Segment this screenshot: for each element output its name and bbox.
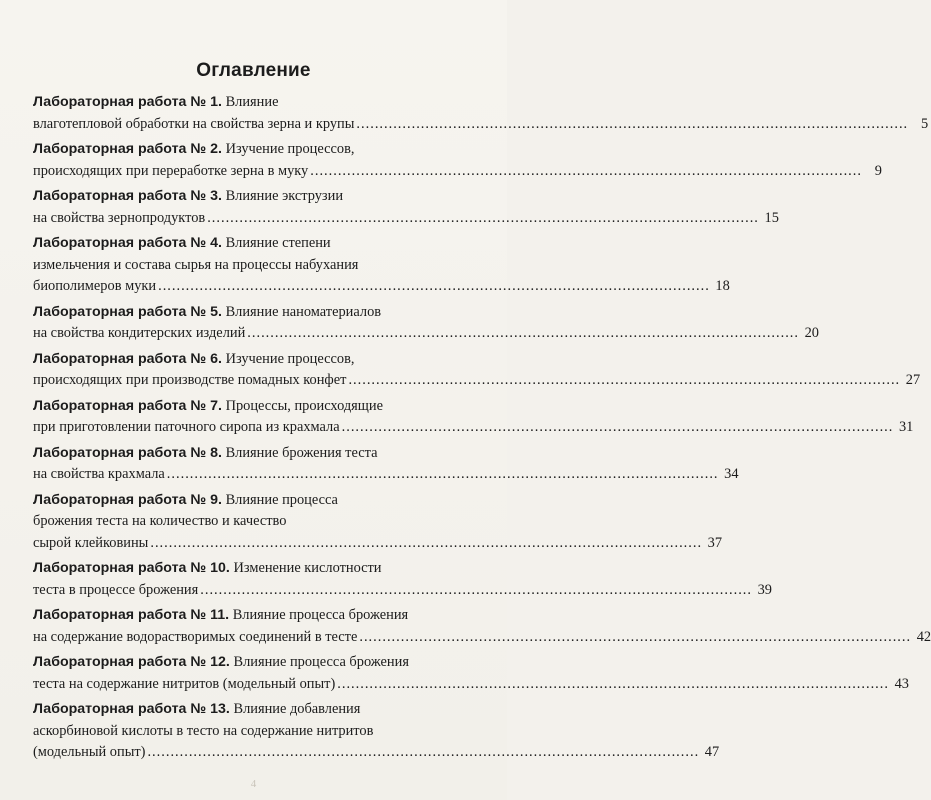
- toc-entry-line: [33, 396, 485, 418]
- leader-dots: ........................................................................................................................: [348, 372, 901, 388]
- toc-entry-label: Лабораторная работа № 8.: [33, 444, 222, 461]
- toc-entry-text: [33, 580, 198, 602]
- leader-dots: ........................................................................................................................: [158, 278, 710, 294]
- toc-entry-line: [33, 721, 485, 743]
- toc-page-number: 31: [898, 419, 914, 435]
- toc-entry-label: Лабораторная работа № 9.: [33, 491, 222, 508]
- toc-entry-text: [33, 723, 373, 739]
- toc-entry[interactable]: [33, 186, 779, 229]
- toc-entry-text: [33, 701, 360, 717]
- toc-page-number: 34: [724, 466, 739, 482]
- toc-entry-title: теста на содержание нитритов (модельный опыт): [33, 675, 336, 692]
- toc-entry[interactable]: [33, 558, 772, 601]
- toc-page-number: 5: [920, 115, 929, 132]
- toc-entry-label: Лабораторная работа № 13.: [33, 701, 230, 717]
- toc-entry[interactable]: [33, 490, 723, 555]
- leader-dots: ........................................................................................................................: [359, 628, 912, 645]
- toc-entry-title: на свойства зернопродуктов: [33, 209, 206, 226]
- toc-entry[interactable]: [33, 92, 929, 135]
- toc-entry-title: на содержание водорастворимых соединений в тесте: [33, 628, 358, 645]
- toc-entry-title: Изучение процессов,: [225, 350, 355, 367]
- leader-dots: ........................................................................................................................: [310, 162, 862, 179]
- toc-page-number: 37: [707, 534, 723, 551]
- toc-entry-title: Изучение процессов,: [225, 141, 355, 157]
- table-of-contents: [33, 92, 931, 768]
- leader-dots: ........................................................................................................................: [341, 419, 894, 435]
- toc-entry-label: Лабораторная работа № 10.: [33, 560, 230, 576]
- leader-dots: ........................................................................................................................: [337, 675, 889, 692]
- toc-entry-line: [33, 302, 485, 324]
- toc-entry-line: [33, 92, 485, 114]
- toc-entry-title: Влияние добавления: [233, 701, 361, 717]
- toc-entry-text: [33, 607, 408, 623]
- toc-entry-text: [33, 114, 354, 136]
- toc-entry-line: [33, 464, 739, 486]
- toc-entry-title: влаготепловой обработки на свойства зерна и крупы: [33, 115, 355, 132]
- toc-entry-text: [33, 674, 335, 696]
- toc-page-number: 27: [905, 372, 921, 388]
- toc-entry-title: биополимеров муки: [33, 278, 157, 294]
- toc-entry-text: [33, 304, 381, 320]
- toc-entry-title: происходящих при переработке зерна в муку: [33, 162, 309, 179]
- toc-entry-line: [33, 417, 914, 439]
- toc-entry[interactable]: [33, 139, 882, 182]
- toc-entry-line: [33, 255, 485, 277]
- toc-entry-text: [33, 445, 377, 461]
- toc-entry-line: [33, 699, 485, 721]
- toc-page-number: 9: [874, 162, 882, 179]
- toc-entry[interactable]: [33, 443, 739, 486]
- toc-entry-title: Процессы, происходящие: [225, 397, 383, 414]
- toc-entry-text: [33, 533, 148, 555]
- toc-entry-line: [33, 161, 882, 183]
- toc-entry-line: [33, 208, 779, 230]
- toc-entry-label: Лабораторная работа № 1.: [33, 94, 222, 110]
- toc-entry-title: (модельный опыт): [33, 744, 146, 760]
- page-title: Оглавление: [196, 60, 311, 81]
- toc-entry-title: происходящих при производстве помадных конфет: [33, 372, 347, 388]
- toc-entry-label: Лабораторная работа № 4.: [33, 235, 222, 251]
- toc-entry-line: [33, 490, 485, 512]
- toc-entry-line: [33, 139, 485, 161]
- toc-entry-text: [33, 464, 165, 486]
- toc-entry-title: на свойства кондитерских изделий: [33, 325, 246, 341]
- toc-page-number: 18: [715, 278, 730, 294]
- leader-dots: ........................................................................................................................: [356, 115, 909, 132]
- toc-entry-line: [33, 186, 485, 208]
- toc-entry-line: [33, 627, 931, 649]
- toc-entry-label: Лабораторная работа № 3.: [33, 188, 222, 204]
- toc-entry-text: [33, 370, 346, 392]
- toc-entry-title: теста в процессе брожения: [33, 581, 199, 598]
- toc-entry-title: Влияние процесса брожения: [233, 654, 409, 670]
- toc-entry-label: Лабораторная работа № 2.: [33, 141, 222, 157]
- toc-entry[interactable]: [33, 349, 921, 392]
- toc-entry-line: [33, 674, 909, 696]
- toc-entry-text: [33, 161, 308, 183]
- toc-entry-line: [33, 511, 485, 533]
- leader-dots: ........................................................................................................................: [166, 466, 719, 482]
- toc-entry-title: Влияние брожения теста: [225, 444, 378, 461]
- toc-entry-title: на свойства крахмала: [33, 466, 165, 482]
- toc-entry-text: [33, 351, 354, 367]
- toc-entry[interactable]: [33, 652, 909, 695]
- toc-entry-line: [33, 370, 921, 392]
- toc-entry-text: [33, 742, 145, 764]
- toc-page-number: 42: [916, 628, 931, 645]
- toc-entry[interactable]: [33, 605, 931, 648]
- toc-entry-title: аскорбиновой кислоты в тесто на содержание нитритов: [33, 722, 374, 739]
- toc-entry-title: Изменение кислотности: [233, 560, 382, 576]
- toc-entry-line: [33, 323, 819, 345]
- toc-entry-text: [33, 560, 382, 576]
- toc-entry-label: Лабораторная работа № 12.: [33, 654, 230, 670]
- leader-dots: ........................................................................................................................: [247, 325, 799, 341]
- toc-entry-title: Влияние процесса брожения: [232, 607, 409, 623]
- toc-entry-title: измельчения и состава сырья на процессы набухания: [33, 256, 359, 273]
- toc-entry-line: [33, 233, 485, 255]
- leader-dots: ........................................................................................................................: [200, 581, 752, 598]
- leader-dots: ........................................................................................................................: [207, 209, 759, 226]
- toc-entry-text: [33, 276, 156, 298]
- leader-dots: ........................................................................................................................: [150, 534, 703, 551]
- toc-entry-title: Влияние экструзии: [225, 188, 344, 204]
- toc-entry-line: [33, 533, 723, 555]
- toc-entry-line: [33, 349, 485, 371]
- toc-page-number: 39: [757, 581, 772, 598]
- page-number: 4: [250, 778, 257, 790]
- toc-entry-label: Лабораторная работа № 6.: [33, 350, 222, 367]
- toc-page-number: 47: [704, 744, 720, 760]
- toc-entry-line: [33, 580, 772, 602]
- toc-entry-title: сырой клейковины: [33, 534, 149, 551]
- toc-entry-text: [33, 492, 338, 508]
- toc-entry-text: [33, 323, 245, 345]
- toc-entry-title: Влияние процесса: [225, 491, 338, 508]
- toc-entry-text: [33, 513, 286, 529]
- toc-entry-line: [33, 605, 485, 627]
- toc-entry-line: [33, 652, 485, 674]
- toc-entry-title: брожения теста на количество и качество: [33, 513, 287, 529]
- toc-entry-line: [33, 443, 485, 465]
- toc-entry-text: [33, 94, 278, 110]
- toc-entry-text: [33, 417, 340, 439]
- toc-entry-title: при приготовлении паточного сиропа из крахмала: [33, 419, 340, 435]
- toc-entry-title: Влияние наноматериалов: [225, 303, 382, 320]
- toc-entry[interactable]: [33, 233, 730, 298]
- toc-page-number: 43: [894, 675, 909, 692]
- toc-entry-label: Лабораторная работа № 11.: [33, 607, 230, 623]
- toc-entry-title: Влияние степени: [225, 235, 331, 251]
- leader-dots: ........................................................................................................................: [147, 744, 700, 760]
- toc-entry-text: [33, 188, 343, 204]
- toc-entry-text: [33, 235, 331, 251]
- toc-entry-title: Влияние: [225, 94, 279, 110]
- toc-entry-label: Лабораторная работа № 7.: [33, 397, 222, 414]
- toc-entry[interactable]: [33, 302, 819, 345]
- toc-entry-text: [33, 257, 358, 273]
- toc-entry[interactable]: [33, 699, 720, 764]
- toc-entry-line: [33, 742, 720, 764]
- toc-entry-label: Лабораторная работа № 5.: [33, 303, 222, 320]
- toc-entry-line: [33, 276, 730, 298]
- toc-entry-text: [33, 627, 357, 649]
- toc-entry-line: [33, 114, 929, 136]
- toc-entry-text: [33, 654, 409, 670]
- toc-entry-text: [33, 398, 383, 414]
- toc-entry-line: [33, 558, 485, 580]
- toc-entry[interactable]: [33, 396, 914, 439]
- toc-entry-text: [33, 208, 205, 230]
- toc-page-number: 15: [764, 209, 779, 226]
- toc-page-number: 20: [804, 325, 819, 341]
- toc-entry-text: [33, 141, 354, 157]
